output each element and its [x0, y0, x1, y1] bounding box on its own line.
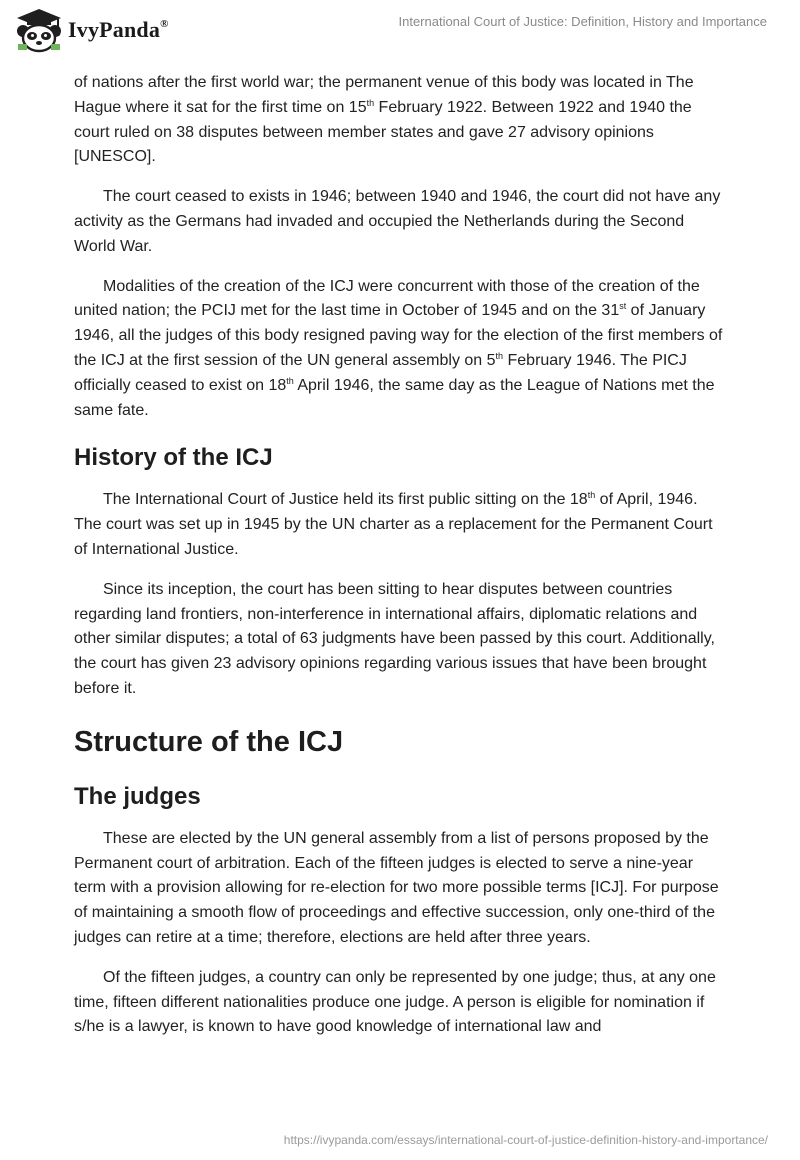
- article-body: [74, 71, 726, 1055]
- paragraph: These are elected by the UN general assembly from a list of persons proposed by the Permanent court of arbitration. Each of the fifteen judges is elected to serve a nine-year term with a provision allowing for re-election for two more possible terms [ICJ]. For purpose of maintaining a smooth flow of proceedings and effective succession, only one-third of the judges can retire at a time; therefore, elections are held after three years.: [74, 829, 719, 946]
- paragraph: of nations after the first world war; the permanent venue of this body was located in The Hague where it sat for the first time on 15th February 1922. Between 1922 and 1940 the court ruled on 38 disputes between member states and gave 27 advisory opinions [UNESCO].: [74, 74, 694, 166]
- paragraph: Since its inception, the court has been sitting to hear disputes between countries regarding land frontiers, non-interference in international affairs, diplomatic relations and other similar disputes; a total of 63 judgments have been passed by this court. Additionally, the court has given 23 advisory opinions regarding various issues that have been brought before it.: [74, 580, 715, 697]
- ivypanda-logo[interactable]: [14, 7, 169, 53]
- paragraph: Modalities of the creation of the ICJ were concurrent with those of the creation of the united nation; the PCIJ met for the last time in October of 1945 and on the 31st of January 1946, all the judges of this body resigned paving way for the election of the first members of the ICJ at the first session of the UN general assembly on 5th February 1946. The PICJ officially ceased to exist on 18th April 1946, the same day as the League of Nations met the same fate.: [74, 277, 723, 419]
- paragraph: The court ceased to exists in 1946; between 1940 and 1946, the court did not have any activity as the Germans had invaded and occupied the Netherlands during the Second World War.: [74, 188, 721, 255]
- subsection-heading-judges: The judges: [74, 782, 201, 810]
- section-heading-history: History of the ICJ: [74, 444, 273, 472]
- section-heading-structure: Structure of the ICJ: [74, 725, 344, 758]
- panda-graduate-icon: [14, 7, 64, 53]
- logo-text: IvyPanda®: [68, 17, 169, 42]
- paragraph: Of the fifteen judges, a country can only be represented by one judge; thus, at any one time, fifteen different nationalities produce one judge. A person is eligible for nomination if s/he is a lawyer, is known to have good knowledge of international law and: [74, 968, 716, 1036]
- document-title: International Court of Justice: Definition, History and Importance: [398, 14, 767, 29]
- page-header: [0, 0, 800, 60]
- page-url-footer: https://ivypanda.com/essays/international-court-of-justice-definition-history-and-importance/: [283, 1133, 768, 1147]
- paragraph: The International Court of Justice held its first public sitting on the 18th of April, 1946. The court was set up in 1945 by the UN charter as a replacement for the Permanent Court of International Justice.: [74, 490, 713, 558]
